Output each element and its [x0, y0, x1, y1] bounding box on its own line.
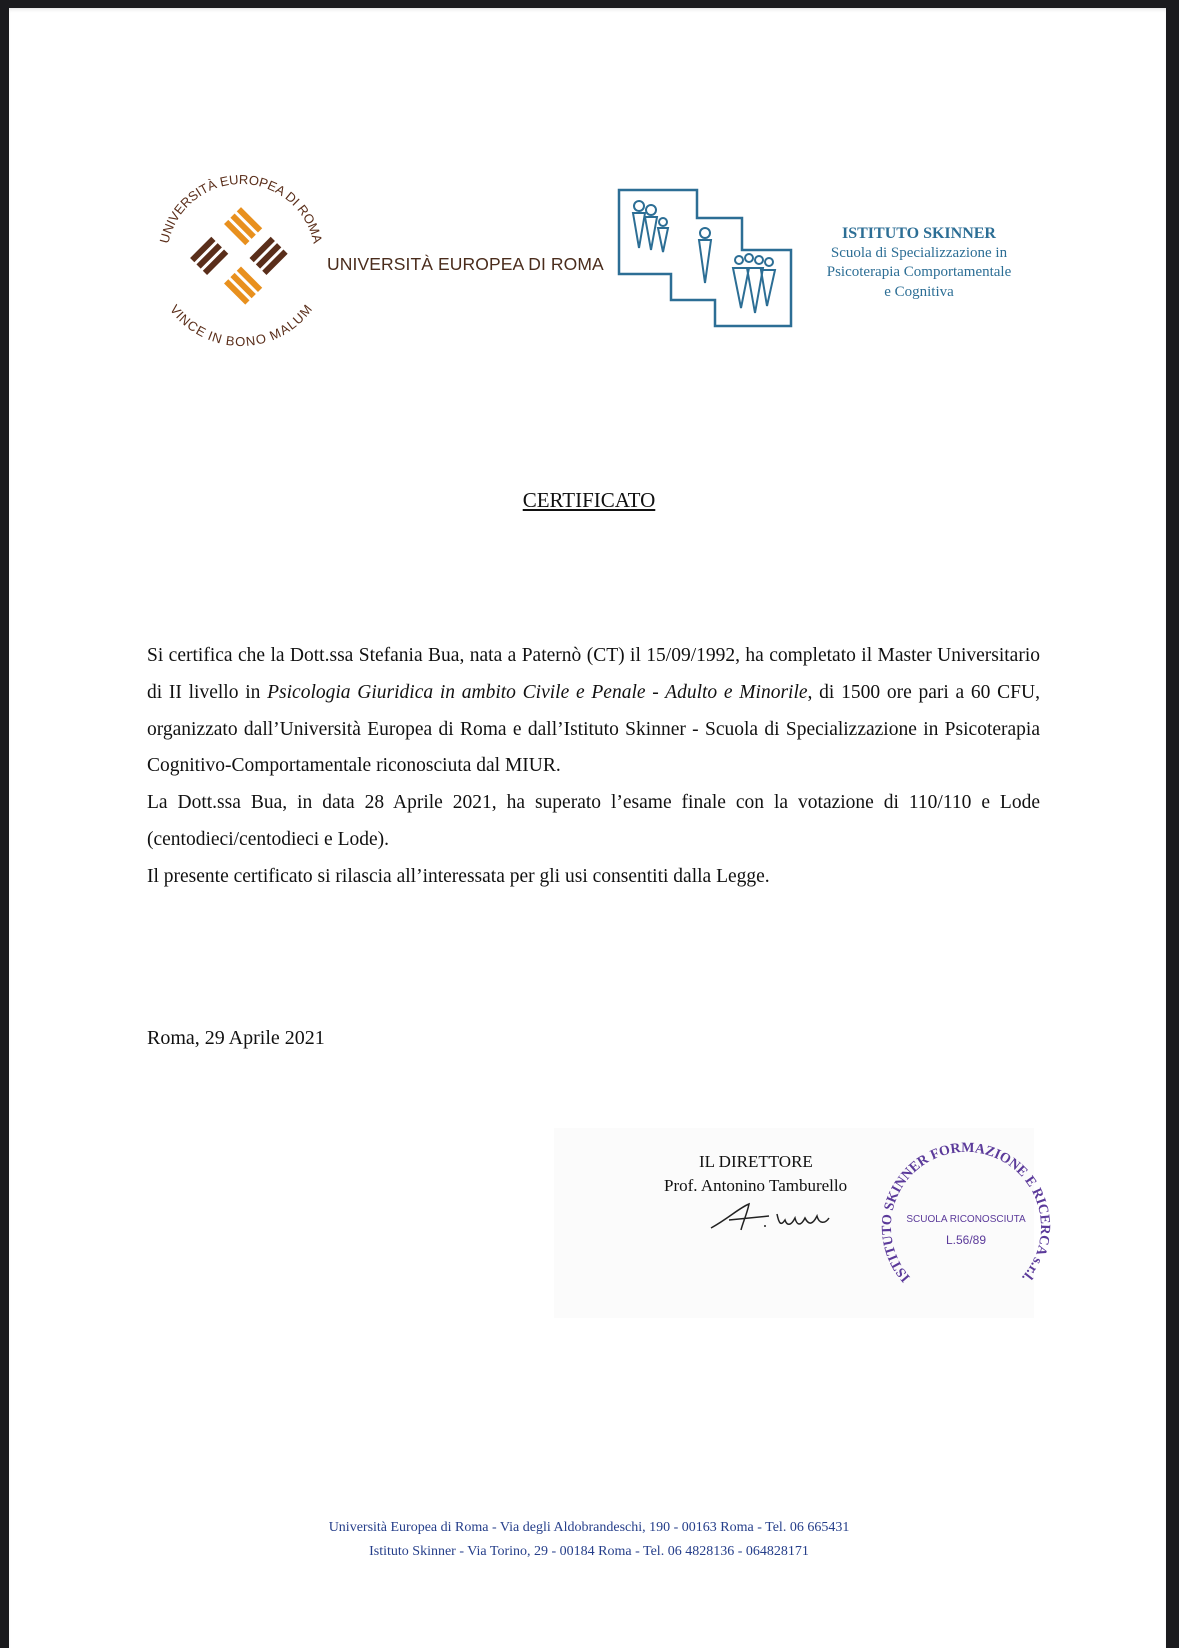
paragraph-3: Il presente certificato si rilascia all’interessata per gli usi consentiti dalla Legge.	[147, 865, 770, 887]
uer-ring-top-text: UNIVERSITÀ EUROPEA DI ROMA	[156, 171, 326, 245]
uer-seal-logo	[149, 166, 333, 350]
skinner-line3: e Cognitiva	[884, 283, 954, 300]
stamp-inner-line-1: SCUOLA RICONOSCIUTA	[906, 1214, 1026, 1225]
signatory-role: IL DIRETTORE	[699, 1152, 813, 1171]
certificate-body	[147, 638, 1040, 896]
skinner-line2: Psicoterapia Comportamentale	[826, 264, 1012, 280]
svg-text:ISTITUTO SKINNER FORMAZIONE E	[880, 1141, 1052, 1285]
svg-text:VINCE IN BONO MALUM	[167, 302, 314, 349]
skinner-line1: Scuola di Specializzazione in	[830, 244, 1008, 261]
signatory-name: Prof. Antonino Tamburello	[664, 1176, 848, 1195]
stamp-inner-line-2: L.56/89	[945, 1233, 987, 1247]
uer-name: UNIVERSITÀ EUROPEA DI ROMA	[327, 254, 604, 274]
uer-ring-bottom-text: VINCE IN BONO MALUM	[167, 301, 315, 349]
paragraph-1-text-b: , di 1500 ore pari a 60 CFU, organizzato dall’Università Europea di Roma e dall’Istituto Skinner - Scuola di Specializzazione in Psicoterapia Cognitivo-Comportamentale riconosciuta dal MIUR.	[147, 681, 1040, 777]
place-date: Roma, 29 Aprile 2021	[147, 1027, 325, 1049]
skinner-title: ISTITUTO SKINNER	[842, 225, 996, 242]
skinner-logo-text	[799, 224, 1039, 302]
paragraph-1-text-a: Si certifica che la Dott.ssa Stefania Bua, nata a Paternò (CT) il 15/09/1992, ha completato il Master Universitario di II livello in	[147, 645, 1040, 703]
document-title: CERTIFICATO	[522, 488, 656, 512]
stamp-ring-text: ISTITUTO SKINNER FORMAZIONE E RICERCA s.r.l.	[879, 1140, 1053, 1285]
paragraph-1	[147, 638, 1040, 785]
document-page	[9, 8, 1166, 1648]
paragraph-2: La Dott.ssa Bua, in data 28 Aprile 2021, ha superato l’esame finale con la votazione di 110/110 e Lode (centodieci/centodieci e Lode).	[147, 792, 1040, 850]
footer-line-2: Istituto Skinner - Via Torino, 29 - 00184 Roma - Tel. 06 4828136 - 064828171	[369, 1544, 809, 1559]
skinner-logo	[617, 188, 793, 328]
signature-icon	[709, 1200, 869, 1250]
footer-line-1: Università Europea di Roma - Via degli Aldobrandeschi, 190 - 00163 Roma - Tel. 06 665431	[328, 1520, 850, 1535]
footer	[9, 1516, 1169, 1564]
official-stamp	[871, 1130, 1061, 1320]
master-title: Psicologia Giuridica in ambito Civile e Penale - Adulto e Minorile	[267, 681, 808, 703]
